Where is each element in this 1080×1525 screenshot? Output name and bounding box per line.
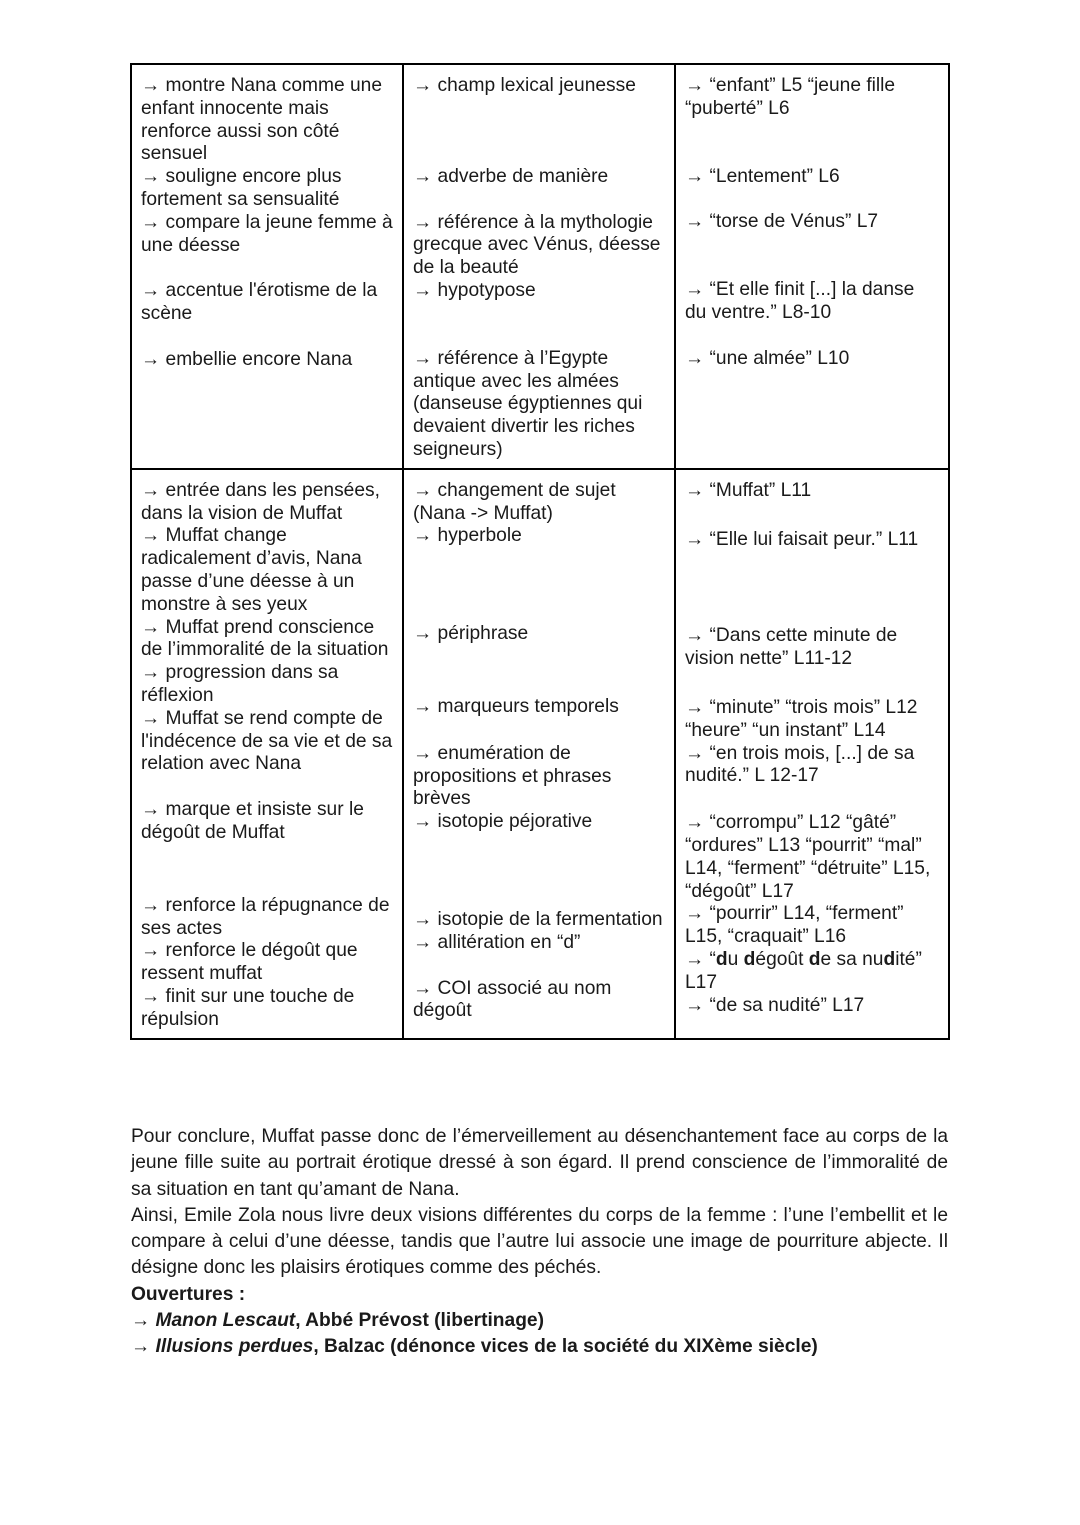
ouverture-title: Manon Lescaut <box>155 1310 296 1332</box>
cell-item: → changement de sujet (Nana -> Muffat) <box>413 479 616 524</box>
cell-item: → COI associé au nom dégoût <box>413 977 612 1022</box>
cell-item: → “Muffat” L11 <box>685 479 812 501</box>
cell-item: → embellie encore Nana <box>141 348 353 370</box>
cell-item: → isotopie de la fermentation <box>413 908 663 930</box>
cell-item: → “torse de Vénus” L7 <box>685 211 879 233</box>
cell-item: → “une almée” L10 <box>685 347 850 369</box>
table-cell <box>403 469 675 1039</box>
cell-item: → enumération de propositions et phrases brèves <box>413 742 612 810</box>
cell-item: → finit sur une touche de répulsion <box>141 985 355 1030</box>
cell-item: → adverbe de manière <box>413 165 609 187</box>
cell-item: → hypotypose <box>413 279 536 301</box>
cell-item: → référence à l’Egypte antique avec les almées (danseuse égyptiennes qui devaient divertir les riches seigneurs) <box>413 347 643 460</box>
cell-item: → “corrompu” L12 “gâté” “ordures” L13 “pourrit” “mal” L14, “ferment” “détruite” L15, “dégoût” L17 <box>685 812 931 902</box>
cell-item: → “du dégoût de sa nudité” L17 <box>685 948 922 993</box>
ouverture-detail: , Balzac (dénonce vices de la société du XIXème siècle) <box>313 1336 818 1358</box>
table-cell <box>403 64 675 469</box>
conclusion-section <box>131 1124 948 1361</box>
cell-item: → entrée dans les pensées, dans la vision de Muffat <box>141 479 380 524</box>
arrow-icon: → <box>131 1336 156 1358</box>
cell-item: → marque et insiste sur le dégoût de Muffat <box>141 799 364 843</box>
cell-item: → champ lexical jeunesse <box>413 75 636 96</box>
table-row <box>131 469 949 1039</box>
cell-item: → Muffat change radicalement d’avis, Nana passe d’une déesse à un monstre à ses yeux <box>141 525 362 615</box>
cell-item: → “minute” “trois mois” L12 “heure” “un instant” L14 <box>685 696 918 741</box>
table-cell <box>675 64 949 469</box>
cell-item: → périphrase <box>413 623 529 645</box>
ouverture-title: Illusions perdues <box>155 1336 314 1358</box>
cell-item: → progression dans sa réflexion <box>141 662 339 706</box>
cell-item: → renforce la répugnance de ses actes <box>141 894 390 939</box>
cell-item: → “Elle lui faisait peur.” L11 <box>685 528 919 550</box>
ouverture-detail: , Abbé Prévost (libertinage) <box>295 1310 544 1332</box>
cell-item: → compare la jeune femme à une déesse <box>141 211 393 256</box>
ouvertures-list <box>131 1308 948 1361</box>
analysis-table-body <box>131 64 949 1039</box>
cell-item: → “de sa nudité” L17 <box>685 994 865 1016</box>
cell-item: → “pourrir” L14, “ferment” L15, “craquait” L16 <box>685 903 904 948</box>
analysis-table <box>130 63 950 1040</box>
cell-item: → montre Nana comme une enfant innocente mais renforce aussi son côté sensuel <box>141 75 383 165</box>
table-cell <box>131 64 403 469</box>
table-cell <box>131 469 403 1039</box>
cell-item: → hyperbole <box>413 525 522 547</box>
cell-item: → Muffat prend conscience de l’immoralité de la situation <box>141 616 389 661</box>
cell-item: → marqueurs temporels <box>413 695 619 717</box>
cell-item: → isotopie péjorative <box>413 811 593 833</box>
table-row <box>131 64 949 469</box>
cell-item: → “Dans cette minute de vision nette” L11-12 <box>685 625 898 670</box>
cell-item: → accentue l'érotisme de la scène <box>141 280 378 325</box>
cell-item: → “enfant” L5 “jeune fille “puberté” L6 <box>685 75 896 119</box>
cell-item: → allitération en “d” <box>413 931 581 953</box>
cell-item: → “Et elle finit [...] la danse du ventre.” L8-10 <box>685 279 915 323</box>
conclusion-paragraph-2: Ainsi, Emile Zola nous livre deux visions différentes du corps de la femme : l’une l’embellit et le compare à celui d’une déesse, tandis que l’autre lui associe une image de pourriture abjecte. Il désigne donc les plaisirs érotiques comme des péchés. <box>131 1204 948 1279</box>
arrow-icon: → <box>131 1310 156 1332</box>
cell-item: → souligne encore plus fortement sa sensualité <box>141 166 342 210</box>
cell-item: → Muffat se rend compte de l'indécence de sa vie et de sa relation avec Nana <box>141 707 393 775</box>
cell-item: → référence à la mythologie grecque avec Vénus, déesse de la beauté <box>413 211 661 279</box>
ouverture-item <box>131 1308 948 1334</box>
ouverture-item <box>131 1334 948 1360</box>
cell-item: → renforce le dégoût que ressent muffat <box>141 940 358 985</box>
cell-item: → “Lentement” L6 <box>685 165 840 187</box>
conclusion-paragraph-1: Pour conclure, Muffat passe donc de l’émerveillement au désenchantement face au corps de la jeune fille suite au portrait érotique dressé à son égard. Il prend conscience de l’immoralité de sa situation en tant qu’amant de Nana. <box>131 1126 948 1200</box>
table-cell <box>675 469 949 1039</box>
ouvertures-heading: Ouvertures : <box>131 1283 246 1305</box>
cell-item: → “en trois mois, [...] de sa nudité.” L 12-17 <box>685 742 915 787</box>
